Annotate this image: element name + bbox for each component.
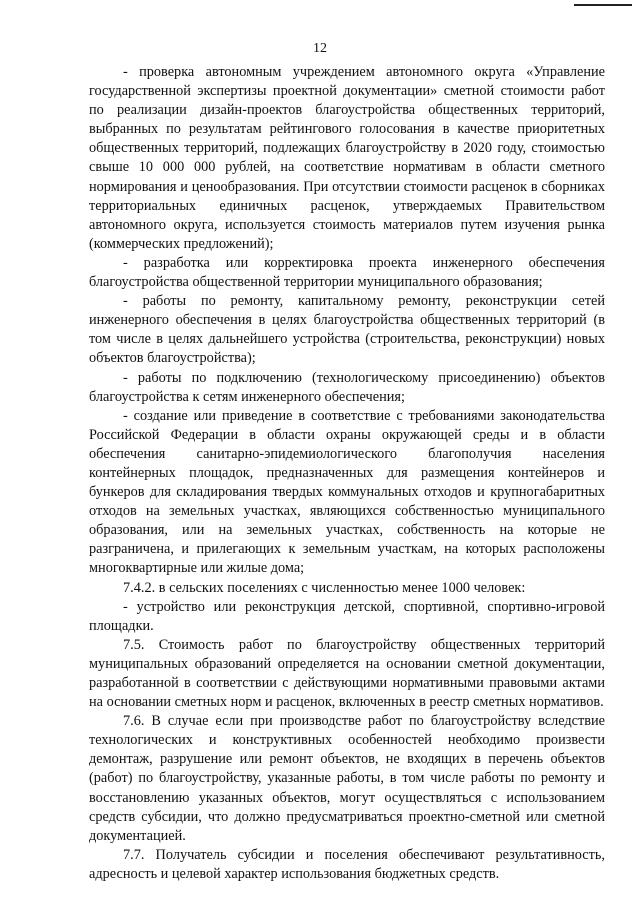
- page-number: 12: [313, 41, 327, 56]
- paragraph-7-6: 7.6. В случае если при производстве работ по благоустройству вследствие технологических и конструктивных особенностей необходимо произвести демонтаж, разрушение или ремонт объектов, не входящих в перечень объектов (работ) по благоустройству, указанные работы, в том числе работы по ремонту и восстановлению указанных объектов, могут осуществляться с использованием средств субсидии, что должно предусматриваться проектно-сметной или сметной документацией.: [89, 713, 605, 844]
- paragraph-container-sites: - создание или приведение в соответствие с требованиями законодательства Российской Федерации в области охраны окружающей среды и в области обеспечения санитарно-эпидемиологического благополучия населения контейнерных площадок, предназначенных для размещения контейнеров и бункеров для складирования твердых коммунальных отходов и крупногабаритных отходов на земельных участках, являющихся собственностью муниципального образования, или на земельных участках, собственность на которые не разграничена, и прилегающих к земельным участкам, на которых расположены многоквартирные или жилые дома;: [89, 407, 605, 577]
- paragraph-7-5: 7.5. Стоимость работ по благоустройству общественных территорий муниципальных образований определяется на основании сметной документации, разработанной в соответствии с действующими нормативными правовыми актами на основании сметных норм и расценок, включенных в реестр сметных нормативов.: [89, 636, 605, 711]
- paragraph-engineering-project: - разработка или корректировка проекта инженерного обеспечения благоустройства общественной территории муниципального образования;: [89, 254, 605, 291]
- paragraph-network-repair: - работы по ремонту, капитальному ремонту, реконструкции сетей инженерного обеспечения в целях благоустройства общественных территорий (в том числе в целях дальнейшего устройства (строительства, реконструкции) новых объектов благоустройства);: [89, 293, 605, 367]
- document-body: [89, 63, 605, 884]
- paragraph-connection-works: - работы по подключению (технологическому присоединению) объектов благоустройства к сетям инженерного обеспечения;: [89, 369, 605, 405]
- corner-scan-mark: [574, 4, 632, 6]
- paragraph-expertise-check: - проверка автономным учреждением автономного округа «Управление государственной экспертизы проектной документации» сметной стоимости работ по реализации дизайн-проектов благоустройства общественных территорий, выбранных по результатам рейтингового голосования в качестве приоритетных общественных территорий, подлежащих благоустройству в 2020 году, стоимостью свыше 10 000 000 рублей, на соответствие нормативам в области сметного нормирования и ценообразования. При отсутствии стоимости расценок в сборниках территориальных единичных расценок, утверждаемых Правительством автономного округа, используется стоимость материалов путем изучения рынка (коммерческих предложений);: [89, 64, 605, 252]
- paragraph-7-7: 7.7. Получатель субсидии и поселения обеспечивают результативность, адресность и целевой характер использования бюджетных средств.: [89, 846, 605, 882]
- paragraph-7-4-2: 7.4.2. в сельских поселениях с численностью менее 1000 человек:: [123, 579, 526, 596]
- paragraph-playground: - устройство или реконструкция детской, спортивной, спортивно-игровой площадки.: [89, 598, 605, 634]
